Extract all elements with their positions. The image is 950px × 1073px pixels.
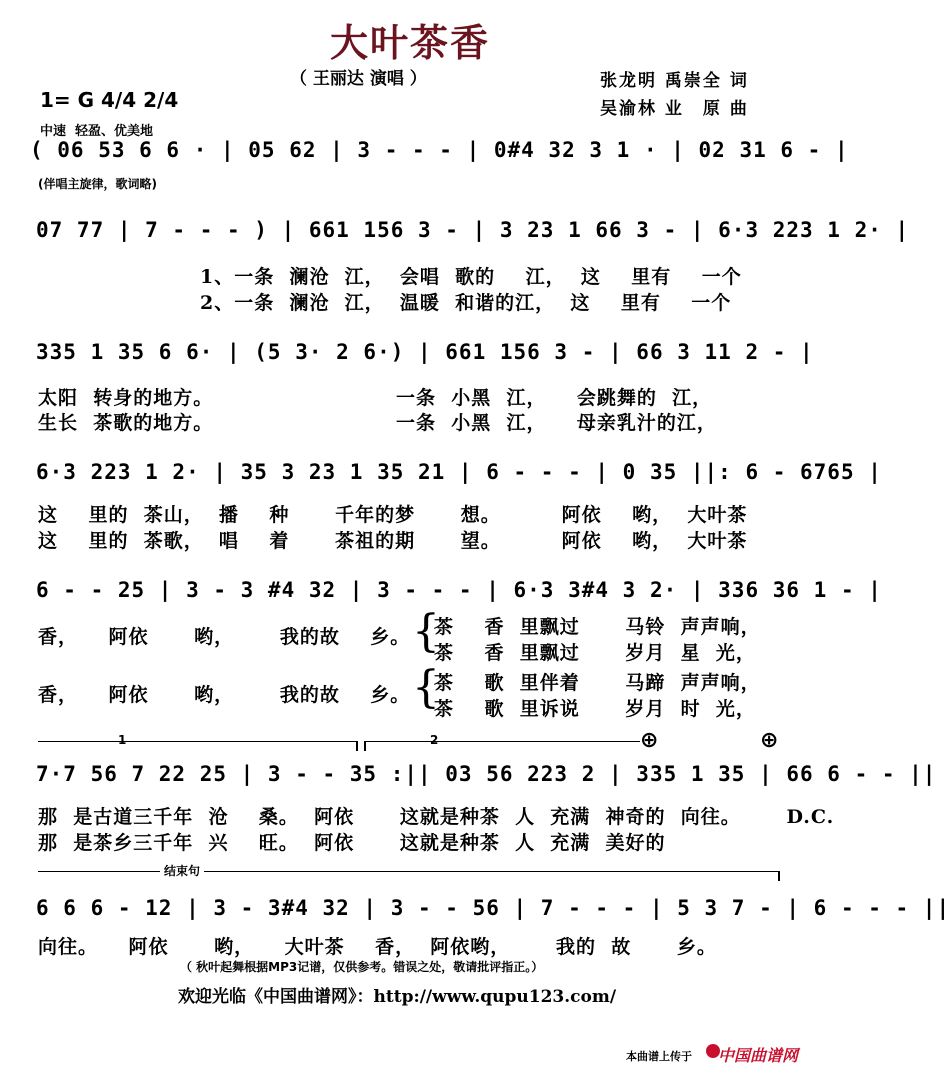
accompaniment-note: (伴唱主旋律，歌词略) <box>38 177 157 191</box>
verse-brace: { <box>412 606 440 657</box>
song-title: 大叶茶香 <box>329 20 490 65</box>
notation-line: 6 6 6 - 12 | 3 - 3#4 32 | 3 - - 56 | 7 - - - | 5 3 7 - | 6 - - - || <box>36 896 950 920</box>
volta-tick <box>356 741 358 751</box>
upload-label: 本曲谱上传于 <box>626 1050 692 1063</box>
site-logo: 中国曲谱网 <box>718 1046 799 1065</box>
lyric-line: 茶 歌 里诉说 岁月 时 光， <box>434 698 756 720</box>
website-link[interactable]: 欢迎光临《中国曲谱网》：http://www.qupu123.com/ <box>178 987 617 1007</box>
volta-tick <box>364 741 366 751</box>
coda-icon: ⊕ <box>640 728 659 753</box>
notation-line: 7·7 56 7 22 25 | 3 - - 35 :|| 03 56 223 2 | 335 1 35 | 66 6 - - || <box>36 762 937 786</box>
notation-line: 335 1 35 6 6· | (5 3· 2 6·) | 661 156 3 - | 66 3 11 2 - | <box>36 340 814 364</box>
lyric-line: 这 里的 茶歌， 唱 着 茶祖的期 望。 阿依 哟， 大叶茶 <box>38 530 748 552</box>
lyric-line: 茶 香 里飘过 马铃 声声响， <box>434 616 761 638</box>
lyric-line: 1、一条 澜沧 江， 会唱 歌的 江， 这 里有 一个 <box>200 266 742 288</box>
coda-icon: ⊕ <box>760 728 779 753</box>
lyric-line: 那 是古道三千年 沧 桑。 阿依 这就是种茶 人 充满 神奇的 向往。 D.C. <box>38 806 835 828</box>
volta-tick <box>778 871 780 881</box>
lyric-line: 生长 茶歌的地方。 一条 小黑 江， 母亲乳汁的江， <box>38 412 717 434</box>
lyric-line: 茶 香 里飘过 岁月 星 光， <box>434 642 756 664</box>
lyric-line: 茶 歌 里伴着 马蹄 声声响， <box>434 672 761 694</box>
notation-line: 07 77 | 7 - - - ) | 661 156 3 - | 3 23 1 66 3 - | 6·3 223 1 2· | <box>36 218 910 242</box>
notation-line: 6 - - 25 | 3 - 3 #4 32 | 3 - - - | 6·3 3#4 3 2· | 336 36 1 - | <box>36 578 882 602</box>
volta-number-2: 2 <box>430 733 439 747</box>
lyric-line: 2、一条 澜沧 江， 温暖 和谐的江， 这 里有 一个 <box>200 292 732 314</box>
ending-bracket <box>38 871 778 872</box>
volta-number-1: 1 <box>118 733 127 747</box>
lyric-line: 这 里的 茶山， 播 种 千年的梦 想。 阿依 哟， 大叶茶 <box>38 504 748 526</box>
singer: （ 王丽达 演唱 ） <box>290 69 427 89</box>
lyric-line: 向往。 阿依 哟， 大叶茶 香， 阿依哟， 我的 故 乡。 <box>38 936 717 958</box>
lyric-line: 香， 阿依 哟， 我的故 乡。 <box>38 626 411 648</box>
composer: 吴渝林 业 原 曲 <box>600 99 749 119</box>
ending-label: 结束句 <box>160 862 204 879</box>
notation-line: ( 06 53 6 6 · | 05 62 | 3 - - - | 0#4 32 3 1 · | 02 31 6 - | <box>30 138 849 162</box>
verse-brace: { <box>412 662 440 713</box>
tempo-marking: 中速 轻盈、优美地 <box>40 124 154 139</box>
lyric-line: 太阳 转身的地方。 一条 小黑 江， 会跳舞的 江， <box>38 387 713 409</box>
volta-bracket-2 <box>364 741 640 742</box>
transcription-note: （ 秋叶起舞根据MP3记谱，仅供参考。错误之处，敬请批评指正。） <box>180 960 544 974</box>
key-signature: 1= G 4/4 2/4 <box>40 88 179 112</box>
lyricist: 张龙明 禹崇全 词 <box>600 71 749 91</box>
notation-line: 6·3 223 1 2· | 35 3 23 1 35 21 | 6 - - - | 0 35 ||: 6 - 6765 | <box>36 460 882 484</box>
lyric-line: 香， 阿依 哟， 我的故 乡。 <box>38 684 411 706</box>
volta-bracket-1 <box>38 741 356 742</box>
lyric-line: 那 是茶乡三千年 兴 旺。 阿依 这就是种茶 人 充满 美好的 <box>38 832 666 854</box>
